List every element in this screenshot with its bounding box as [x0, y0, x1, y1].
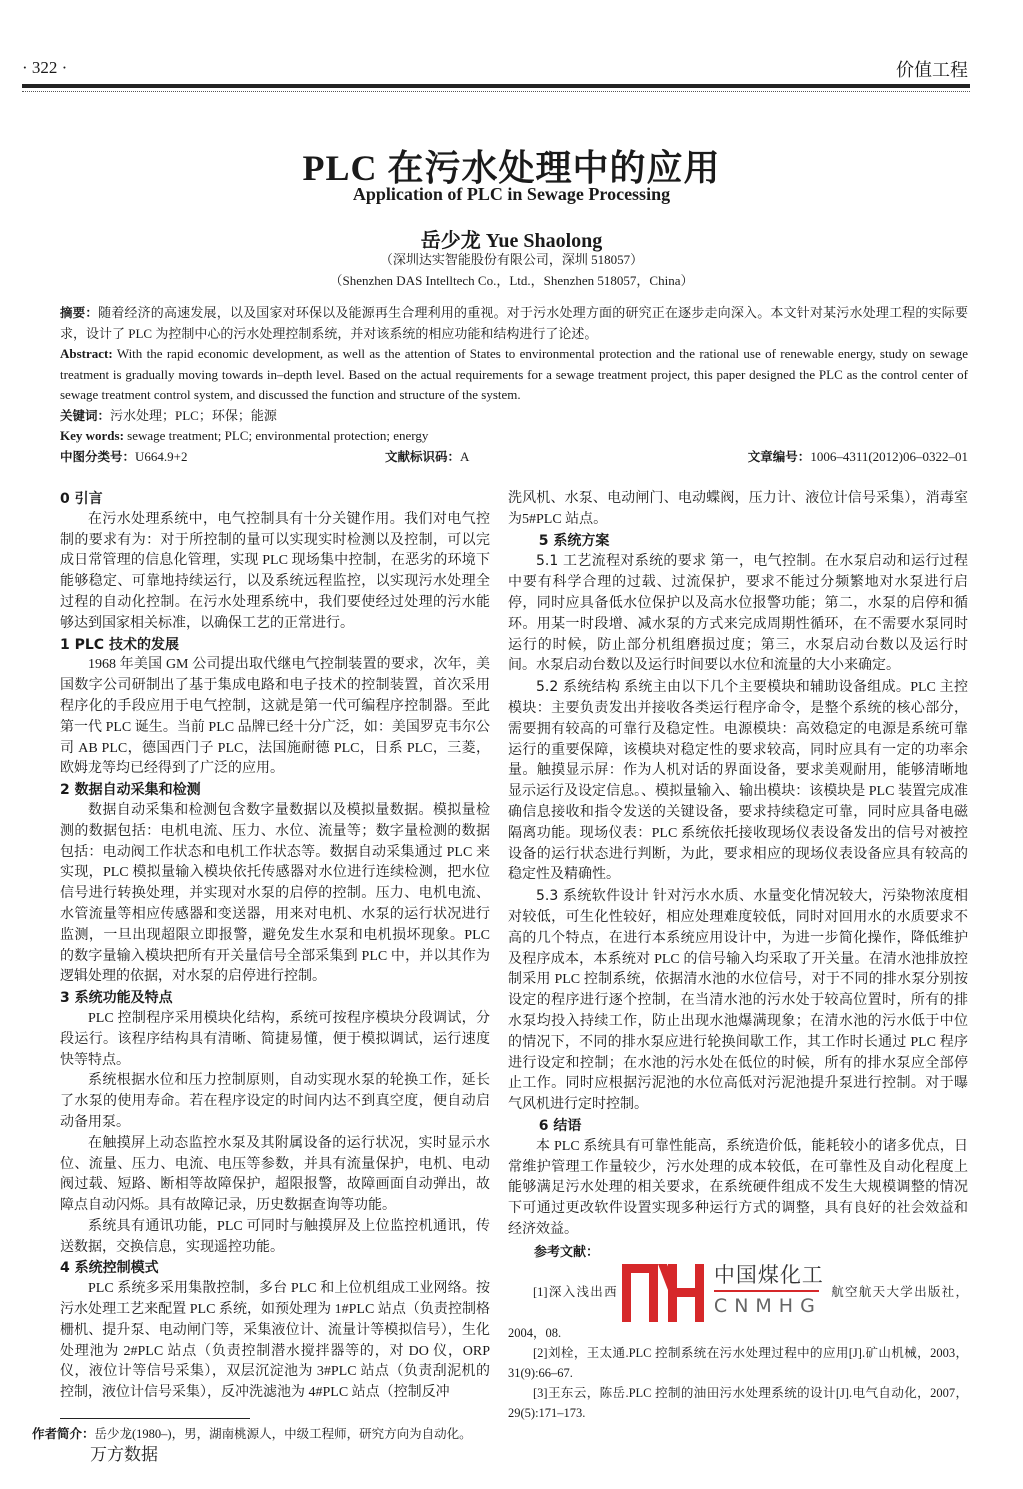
doc-code-value: A — [460, 448, 470, 464]
doc-code — [325, 447, 650, 468]
source-mark: 万方数据 — [90, 1445, 158, 1466]
abstract-en-text: With the rapid economic development, as well as the attention of States to environmental protection and the rational use of renewable energy, study on sewage treatment is gradually moving towards in–depth level. Based on the actual requirements for a sewage treatment project, this paper designed the PLC as the control center of sewage treatment control system, and discussed the function and structure of the system. — [60, 346, 968, 402]
main-content — [32, 303, 969, 1466]
article-number-value: 1006–4311(2012)06–0322–01 — [810, 448, 968, 464]
header-rule — [22, 84, 970, 88]
section-heading: 3 系统功能及特点 — [60, 990, 173, 1007]
subsection-heading: 5.3 系统软件设计 — [536, 888, 650, 905]
paragraph: PLC 控制程序采用模块化结构，系统可按程序模块分段调试，分段运行。该程序结构具有清晰、简捷易懂，便于模拟调试，运行速度快等特点。 — [60, 1010, 490, 1068]
author-footnote — [32, 1425, 502, 1443]
paragraph-text: 第一，电气控制。在水泵启动和运行过程中要有科学合理的过载、过流保护，要求不能过分频繁地对水泵进行启停，同时应具备低水位保护以及高水位报警功能；第二，水泵的启停和循环。用某一时段增、减水泵的方式来完成周期性循环，在不需要水泵同时运行的时候，防止部分机组磨损过度；第三，水泵启动台数以及运行时间。水泵启动台数以及运行时间要以水位和流量的大小来确定。 — [508, 554, 969, 674]
paragraph: 本 PLC 系统具有可靠性能高，系统造价低，能耗较小的诸多优点，日常维护管理工作量较少，污水处理的成本较低，在可靠性及自动化程度上能够满足污水处理的相关要求，在系统硬件组成不发生大规模调整的情况下可通过更改软件设置实现多种运行方式的调整，具有良好的社会效益和经济效益。 — [508, 1138, 968, 1237]
paragraph-text: 系统主由以下几个主要模块和辅助设备组成。PLC 主控模块：主要负责发出并接收各类运行程序命令，是整个系统的核心部分，需要拥有较高的可靠行及稳定性。电源模块：高效稳定的电源是系统可靠运行的重要保障，该模块对稳定性的要求较高，同时应具有一定的功率余量。触摸显示屏：作为人机对话的界面设备，要求美观耐用，能够清晰地显示运行及设定信息。、模拟量输入、输出模块：该模块是 PLC 装置完成准确信息接收和指令发送的关键设备，要求持续稳定可靠，同时应具备电磁隔离功能。现场仪表：PLC 系统依托接收现场仪表设备发出的信号对被控设备的运行状态进行判断，为此，要求相应的现场仪表设备应具有较高的稳定性及精确性。 — [508, 680, 968, 883]
body-columns — [32, 489, 969, 1466]
watermark-divider — [714, 1290, 819, 1292]
keywords-en-label: Key words: — [60, 428, 124, 443]
keywords-cn-text: 污水处理；PLC；环保；能源 — [110, 407, 277, 423]
keywords-en-text: sewage treatment; PLC; environmental protection; energy — [123, 428, 429, 443]
paragraph: 1968 年美国 GM 公司提出取代继电气控制装置的要求，次年，美国数字公司研制出了基于集成电路和电子技术的控制装置，首次采用程序化的手段应用于电气控制，这就是第一代可编程序控制器。至此第一代 PLC 诞生。当前 PLC 品牌已经十分广泛，如：美国罗克韦尔公司 AB PLC，德国西门子 PLC，法国施耐德 PLC，日系 PLC，三菱，欧姆龙等均已经得到了广泛的应用。 — [60, 657, 490, 777]
abstract-en-label: Abstract: — [60, 346, 113, 361]
footnote-text: 岳少龙(1980–)，男，湖南桃源人，中级工程师，研究方向为自动化。 — [94, 1427, 472, 1442]
paragraph: 系统根据水位和压力控制原则，自动实现水泵的轮换工作，延长了水泵的使用寿命。若在程序设定的时间内达不到真空度，便自动启动备用泵。 — [60, 1073, 490, 1130]
references-heading: 参考文献： — [534, 1244, 600, 1260]
paragraph-continued: 洗风机、水泵、电动闸门、电动蝶阀，压力计、液位计信号采集），消毒室为5#PLC 站点。 — [508, 491, 968, 527]
watermark-logo — [622, 1263, 826, 1323]
footnote-label: 作者简介： — [32, 1426, 95, 1442]
section-heading: 6 结语 — [538, 1117, 582, 1134]
section-heading: 5 系统方案 — [538, 532, 610, 549]
abstract-en — [60, 344, 968, 406]
left-column — [32, 489, 490, 1466]
article-number — [650, 447, 968, 468]
paper-subtitle: Application of PLC in Sewage Processing — [352, 184, 671, 204]
watermark-slot — [622, 1263, 826, 1323]
classification-label: 中图分类号： — [60, 448, 136, 464]
footnote-block — [32, 1418, 502, 1466]
classification-row — [60, 447, 968, 468]
paragraph: 系统具有通讯功能，PLC 可同时与触摸屏及上位监控机通讯，传送数据，交换信息，实现遥控功能。 — [60, 1218, 490, 1255]
right-column — [508, 489, 968, 1466]
reference-item: [2]刘栓，王太通.PLC 控制系统在污水处理过程中的应用[J].矿山机械，2003，31(9):66–67. — [508, 1346, 968, 1381]
classification — [60, 447, 325, 468]
affiliation-en: （Shenzhen DAS Intelltech Co.，Ltd.，Shenzhen 518057，China） — [329, 273, 694, 288]
watermark-cn: 中国煤化工 — [713, 1263, 824, 1288]
cnmhg-logo-icon — [622, 1264, 704, 1322]
section-heading: 4 系统控制模式 — [60, 1260, 159, 1277]
keywords-cn-label: 关键词： — [60, 407, 111, 423]
article-number-label: 文章编号： — [747, 448, 811, 464]
paragraph — [508, 886, 968, 1116]
section-heading: 0 引言 — [60, 491, 103, 507]
paragraph: 在污水处理系统中，电气控制具有十分关键作用。我们对电气控制的要求有为：对于所控制的量可以实现实时检测以及控制，可以完成日常管理的信息化管理，实现 PLC 现场集中控制，在恶劣的环境下能够稳定、可靠地持续运行，以及系统远程监控，以实现污水处理全过程的自动化控制。在污水处理系统中，我们要使经过处理的污水能够达到国家相关标准，以确保工艺的正常进行。 — [60, 511, 490, 631]
page-number: · 322 · — [22, 58, 68, 77]
paragraph — [508, 677, 968, 886]
author: 岳少龙 Yue Shaolong — [420, 230, 603, 252]
doc-code-label: 文献标识码： — [385, 448, 461, 464]
watermark-en: CNMHG — [713, 1295, 822, 1318]
classification-value: U664.9+2 — [135, 448, 188, 464]
subsection-heading: 5.1 工艺流程对系统的要求 — [536, 553, 707, 570]
paragraph: 数据自动采集和检测包含数字量数据以及模拟量数据。模拟量检测的数据包括：电机电流、压力、水位、流量等；数字量检测的数据包括：电动阀工作状态和电机工作状态等。数据自动采集通过 PLC 来实现，PLC 模拟量输入模块依托传感器对水位进行连续检测，把水位信号进行转换处理，并实现对水泵的启停的控制。压力、电机电流、水管流量等相应传感器和变送器，用来对电机、水泵的运行状况进行监测，一旦出现超限立即报警，避免发生水泵和电机损坏现象。PLC 的数字量输入模块把所有开关量信号全部采集到 PLC 中，并以其作为逻辑处理的依据，对水泵的启停进行控制。 — [60, 802, 490, 985]
keywords-en — [60, 426, 968, 447]
paragraph-text: 针对污水水质、水量变化情况较大，污染物浓度相对较低，可生化性较好，相应处理难度较低，同时对回用水的水质要求不高的几个特点，在进行本系统应用设计中，为进一步简化操作，降低维护及程序成本，本系统对 PLC 的信号输入均采取了开关量。在清水池排放控制采用 PLC 控制系统，依据清水池的水位信号，对于不同的排水泵分别按设定的程序进行逐个控制，在当清水池的污水处于较高位置时，所有的排水泵均投入持续工作，防止出现水池爆满现象；在清水池的污水低于中位的情况下，不同的排水泵应进行轮换间歇工作，其工作时长通过 PLC 程序进行设定和控制；在水池的污水处在低位的时候，所有的排水泵应全部停止工作。同时应根据污泥池的水位高低对污泥池提升泵进行控制。对于曝气风机进行定时控制。 — [508, 889, 968, 1113]
paper-title: PLC 在污水处理中的应用 — [302, 148, 721, 188]
reference-text: [1]深入浅出西 — [533, 1285, 618, 1300]
keywords-cn — [60, 406, 968, 427]
paragraph: PLC 系统多采用集散控制，多台 PLC 和上位机组成工业网络。按污水处理工艺来配置 PLC 系统，如预处理为 1#PLC 站点（负责控制格栅机、提升泵、电动闸门等，采集液位计、流量计等模拟信号），生化处理池为 2#PLC 站点（负责控制潜水搅拌器等的，对 DO 仪，ORP 仪，液位计等信号采集），双层沉淀池为 3#PLC 站点（负责刮泥机的控制，液位计信号采集），反冲洗滤池为 4#PLC 站点（控制反冲 — [60, 1281, 490, 1401]
header-rule-thin — [22, 91, 970, 92]
paragraph — [508, 551, 968, 677]
reference-text: 航空航天大学出版社，2004，08. — [508, 1285, 968, 1341]
reference-item: [3]王东云，陈岳.PLC 控制的油田污水处理系统的设计[J].电气自动化，2007，29(5):171–173. — [508, 1386, 968, 1421]
section-heading: 1 PLC 技术的发展 — [60, 636, 179, 653]
abstract-cn — [60, 303, 968, 344]
paragraph: 在触摸屏上动态监控水泵及其附属设备的运行状况，实时显示水位、流量、压力、电流、电压等参数，并具有流量保护，电机、电动阀过载、短路、断相等故障保护，超限报警，故障画面自动弹出，故障点自动闪烁。具有故障记录，历史数据查询等功能。 — [60, 1135, 490, 1214]
reference-item — [508, 1263, 968, 1343]
abstract-cn-text: 随着经济的高速发展，以及国家对环保以及能源再生合理利用的重视。对于污水处理方面的研究正在逐步走向深入。本文针对某污水处理工程的实际要求，设计了 PLC 为控制中心的污水处理控制系统，并对该系统的相应功能和结构进行了论述。 — [60, 305, 968, 341]
journal-name: 价值工程 — [896, 60, 968, 81]
subsection-heading: 5.2 系统结构 — [536, 679, 621, 696]
abstract-cn-label: 摘要： — [60, 305, 99, 320]
section-heading: 2 数据自动采集和检测 — [60, 782, 201, 799]
affiliation-cn: （深圳达实智能股份有限公司，深圳 518057） — [379, 252, 644, 267]
footnote-rule — [60, 1418, 250, 1419]
